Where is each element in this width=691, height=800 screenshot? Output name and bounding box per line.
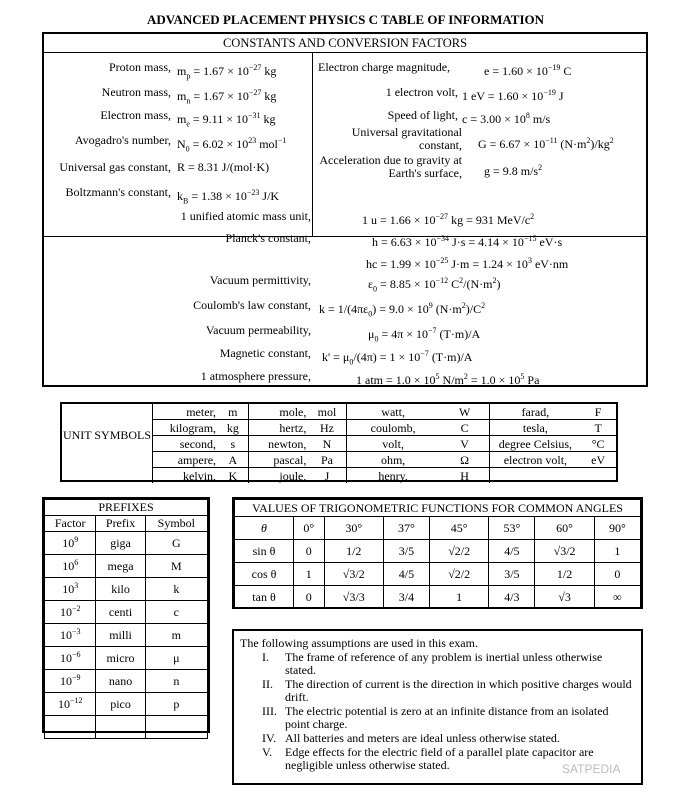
trig-angle: 45°: [430, 517, 489, 540]
const-label: Coulomb's law constant,: [193, 298, 311, 312]
prefix-factor: $10^{-9}$: [45, 670, 96, 693]
unit-symbol: m: [228, 404, 238, 419]
assumption-number: I.: [262, 650, 269, 664]
prefixes-title: PREFIXES: [45, 500, 208, 516]
assumption-text: The electric potential is zero at an infinite distance from an isolated point charge.: [285, 704, 609, 731]
unit-symbol: Pa: [308, 452, 346, 468]
prefix-row: [45, 601, 208, 624]
trig-box: [232, 497, 643, 609]
unit-row: [153, 420, 617, 436]
assumptions-intro: The following assumptions are used in this exam.: [240, 636, 478, 650]
trig-angle: 53°: [489, 517, 535, 540]
const-value: $m_p = 1.67 \times 10^{-27}$ kg: [177, 63, 277, 81]
const-label: Avogadro's number,: [74, 133, 171, 147]
unit-symbol: C: [440, 420, 490, 436]
const-label: Acceleration due to gravity at Earth's surface,: [319, 153, 462, 180]
trig-value: 4/3: [489, 586, 535, 609]
prefix-header: Symbol: [145, 516, 207, 532]
const-label: Speed of light,: [387, 108, 458, 122]
unit-name: newton,: [248, 436, 308, 452]
unit-name: coulomb,: [346, 420, 440, 436]
unit-symbol: Ω: [440, 452, 490, 468]
prefix-prefix: nano: [96, 670, 145, 693]
unit-symbol: s: [218, 436, 248, 452]
trig-value: 1/2: [535, 563, 594, 586]
const-value: $G = 6.67 \times 10^{-11}$ $(N\cdot m^2)/kg^2$: [478, 136, 614, 151]
const-label: Boltzmann's constant,: [65, 185, 171, 199]
trig-value: 0: [594, 563, 640, 586]
trig-angle: 37°: [383, 517, 429, 540]
watermark: SATPEDIA: [562, 762, 621, 776]
trig-value: √3/2: [324, 563, 383, 586]
trig-value: 4/5: [383, 563, 429, 586]
trig-value: √3/2: [535, 540, 594, 563]
assumption-item: [240, 678, 635, 704]
const-label: 1 electron volt,: [385, 85, 458, 99]
page-title: ADVANCED PLACEMENT PHYSICS C TABLE OF INFORMATION: [146, 12, 545, 27]
assumption-number: III.: [262, 704, 277, 718]
trig-value: 4/5: [489, 540, 535, 563]
unit-name: ohm,: [346, 452, 440, 468]
trig-function: tan θ: [235, 586, 294, 609]
prefix-row: [45, 578, 208, 601]
unit-symbol: °C: [580, 436, 616, 452]
const-value: 1 atm = $1.0 \times 10^5$ $N/m^2 = 1.0 \times 10^5$ Pa: [356, 372, 540, 387]
unit-name: joule,: [248, 468, 308, 484]
const-value: $N_0 = 6.02 \times 10^{23}$ mol$^{-1}$: [177, 136, 287, 154]
trig-value: √2/2: [430, 540, 489, 563]
trig-value: 0: [294, 540, 325, 563]
unit-symbol: N: [308, 436, 346, 452]
unit-row: [153, 436, 617, 452]
prefix-symbol: k: [145, 578, 207, 601]
const-value: $c = 3.00 \times 10^8$ m/s: [462, 111, 551, 126]
const-label: Universal gas constant,: [59, 160, 171, 174]
prefix-symbol: μ: [145, 647, 207, 670]
trig-value: √2/2: [430, 563, 489, 586]
const-label: 1 unified atomic mass unit,: [180, 209, 311, 223]
unit-name: kilogram,: [153, 420, 219, 436]
prefix-symbol: p: [145, 693, 207, 716]
unit-symbol: H: [440, 468, 490, 484]
unit-symbol: mol: [317, 404, 337, 419]
assumption-text: The frame of reference of any problem is inertial unless otherwise stated.: [285, 650, 603, 677]
unit-name: second,: [153, 436, 219, 452]
const-value: $m_n = 1.67 \times 10^{-27}$ kg: [177, 88, 277, 106]
prefix-prefix: pico: [96, 693, 145, 716]
const-value: $m_e = 9.11 \times 10^{-31}$ kg: [177, 111, 276, 129]
unit-name: electron volt,: [490, 452, 580, 468]
prefix-symbol: n: [145, 670, 207, 693]
unit-name: pascal,: [248, 452, 308, 468]
prefixes-box: [42, 497, 210, 733]
const-value: 1 $u = 1.66 \times 10^{-27}$ kg = 931 MeV/$c^2$: [362, 212, 535, 227]
const-value: hc = $1.99 \times 10^{-25}$ $J\cdot m = 1.24 \times 10^3$ eV·nm: [366, 256, 569, 271]
prefix-symbol: m: [145, 624, 207, 647]
trig-value: 3/4: [383, 586, 429, 609]
prefix-prefix: centi: [96, 601, 145, 624]
const-value: g = 9.8 $m/s^2$: [484, 163, 543, 178]
unit-name: tesla,: [490, 420, 580, 436]
prefix-factor: $10^{-6}$: [45, 647, 96, 670]
trig-angle: 90°: [594, 517, 640, 540]
const-value: $\varepsilon_0 = 8.85 \times 10^{-12}$ $C^2/(N\cdot m^2)$: [368, 276, 501, 294]
unit-row: [153, 452, 617, 468]
unit-symbols-table: [152, 404, 616, 483]
trig-value: 1: [294, 563, 325, 586]
assumption-text: All batteries and meters are ideal unless otherwise stated.: [285, 731, 560, 745]
const-label: Vacuum permeability,: [205, 323, 311, 337]
unit-name: ampere,: [153, 452, 219, 468]
trig-value: 1/2: [324, 540, 383, 563]
const-value: R = 8.31 J/(mol·K): [177, 160, 270, 174]
trig-value: √3: [535, 586, 594, 609]
unit-symbol: W: [458, 404, 471, 419]
trig-row: [235, 540, 641, 563]
trig-value: 1: [594, 540, 640, 563]
prefix-factor: $10^{-3}$: [45, 624, 96, 647]
unit-symbol: T: [580, 420, 616, 436]
unit-name: hertz,: [248, 420, 308, 436]
trig-angle: 60°: [535, 517, 594, 540]
prefix-prefix: micro: [96, 647, 145, 670]
prefix-prefix: kilo: [96, 578, 145, 601]
unit-name: henry,: [346, 468, 440, 484]
const-label: Vacuum permittivity,: [209, 273, 311, 287]
const-label: Universal gravitational constant,: [351, 125, 462, 152]
const-value: $k_B = 1.38 \times 10^{-23}$ J/K: [177, 188, 280, 206]
unit-symbol: F: [594, 404, 602, 419]
assumption-number: V.: [262, 745, 273, 759]
prefix-symbol: M: [145, 555, 207, 578]
prefix-row: [45, 624, 208, 647]
unit-symbol: V: [440, 436, 490, 452]
prefix-row: [45, 555, 208, 578]
unit-name: kelvin,: [153, 468, 219, 484]
const-value: $k = 1/(4\pi\varepsilon_0) = 9.0 \times 10^9$ $(N\cdot m^2)/C^2$: [319, 301, 486, 319]
const-value: $e = 1.60 \times 10^{-19}$ C: [484, 63, 572, 78]
trig-row: [235, 563, 641, 586]
trig-theta-header: θ: [235, 517, 294, 540]
trig-table: [234, 499, 641, 609]
assumption-number: IV.: [262, 731, 277, 745]
trig-angle: 30°: [324, 517, 383, 540]
prefix-row: [45, 532, 208, 555]
unit-symbol: J: [308, 468, 346, 484]
prefix-prefix: mega: [96, 555, 145, 578]
prefix-header: Prefix: [96, 516, 145, 532]
unit-row: [153, 468, 617, 484]
unit-symbol: A: [218, 452, 248, 468]
unit-name: volt,: [346, 436, 440, 452]
prefixes-table: [44, 499, 208, 739]
unit-row: [153, 404, 617, 420]
assumption-text: Edge effects for the electric field of a parallel plate capacitor are negligible unless otherwise stated.: [285, 745, 594, 772]
trig-value: 3/5: [489, 563, 535, 586]
unit-name: mole,: [248, 404, 308, 420]
prefix-symbol: c: [145, 601, 207, 624]
unit-symbol: K: [218, 468, 248, 484]
trig-angle: 0°: [294, 517, 325, 540]
trig-value: 1: [430, 586, 489, 609]
trig-row: [235, 586, 641, 609]
unit-symbol: kg: [218, 420, 248, 436]
trig-value: √3/3: [324, 586, 383, 609]
prefix-row: [45, 647, 208, 670]
assumption-item: [240, 705, 635, 731]
trig-value: 3/5: [383, 540, 429, 563]
unit-symbols-box: [60, 402, 618, 482]
unit-name: farad,: [490, 404, 580, 420]
trig-angle-row: [235, 517, 641, 540]
const-value: $k' = \mu_0/(4\pi) = 1 \times 10^{-7}$ (T·m)/A: [322, 349, 473, 367]
prefix-factor: $10^3$: [45, 578, 96, 601]
prefix-prefix: giga: [96, 532, 145, 555]
trig-function: cos θ: [235, 563, 294, 586]
const-label: 1 atmosphere pressure,: [200, 369, 311, 383]
prefix-symbol: G: [145, 532, 207, 555]
const-value: $h = 6.63 \times 10^{-34}$ $J\cdot s = 4.14 \times 10^{-15}$ eV·s: [372, 234, 563, 249]
prefix-header: Factor: [45, 516, 96, 532]
prefix-factor: $10^{-12}$: [45, 693, 96, 716]
trig-value: 0: [294, 586, 325, 609]
prefix-prefix: milli: [96, 624, 145, 647]
unit-name: meter,: [153, 404, 219, 420]
unit-symbol: Hz: [308, 420, 346, 436]
unit-name: [490, 468, 580, 484]
prefix-factor: $10^{-2}$: [45, 601, 96, 624]
const-label: Magnetic constant,: [219, 346, 311, 360]
trig-function: sin θ: [235, 540, 294, 563]
unit-symbols-caption: UNIT SYMBOLS: [62, 428, 152, 442]
const-label: Proton mass,: [108, 60, 171, 74]
const-value: 1 eV = $1.60 \times 10^{-19}$ J: [462, 88, 564, 103]
prefix-row: [45, 670, 208, 693]
unit-symbol: eV: [580, 452, 616, 468]
const-label: Neutron mass,: [101, 85, 171, 99]
const-value: $\mu_0 = 4\pi \times 10^{-7}$ (T·m)/A: [368, 326, 481, 344]
assumption-text: The direction of current is the direction in which positive charges would drift.: [285, 677, 632, 704]
const-label: Electron mass,: [100, 108, 171, 122]
trig-title: VALUES OF TRIGONOMETRIC FUNCTIONS FOR COMMON ANGLES: [235, 500, 641, 517]
assumption-item: [240, 651, 635, 677]
prefix-row: [45, 693, 208, 716]
prefix-factor: $10^6$: [45, 555, 96, 578]
constants-box: [42, 32, 648, 387]
assumption-item: [240, 732, 635, 745]
constants-header: CONSTANTS AND CONVERSION FACTORS: [44, 34, 646, 53]
prefix-factor: $10^9$: [45, 532, 96, 555]
trig-value: ∞: [594, 586, 640, 609]
unit-name: watt,: [346, 404, 440, 420]
unit-symbol: [580, 468, 616, 484]
const-label: Electron charge magnitude,: [318, 60, 451, 74]
const-label: Planck's constant,: [225, 231, 311, 245]
unit-name: degree Celsius,: [490, 436, 580, 452]
assumption-number: II.: [262, 677, 273, 691]
